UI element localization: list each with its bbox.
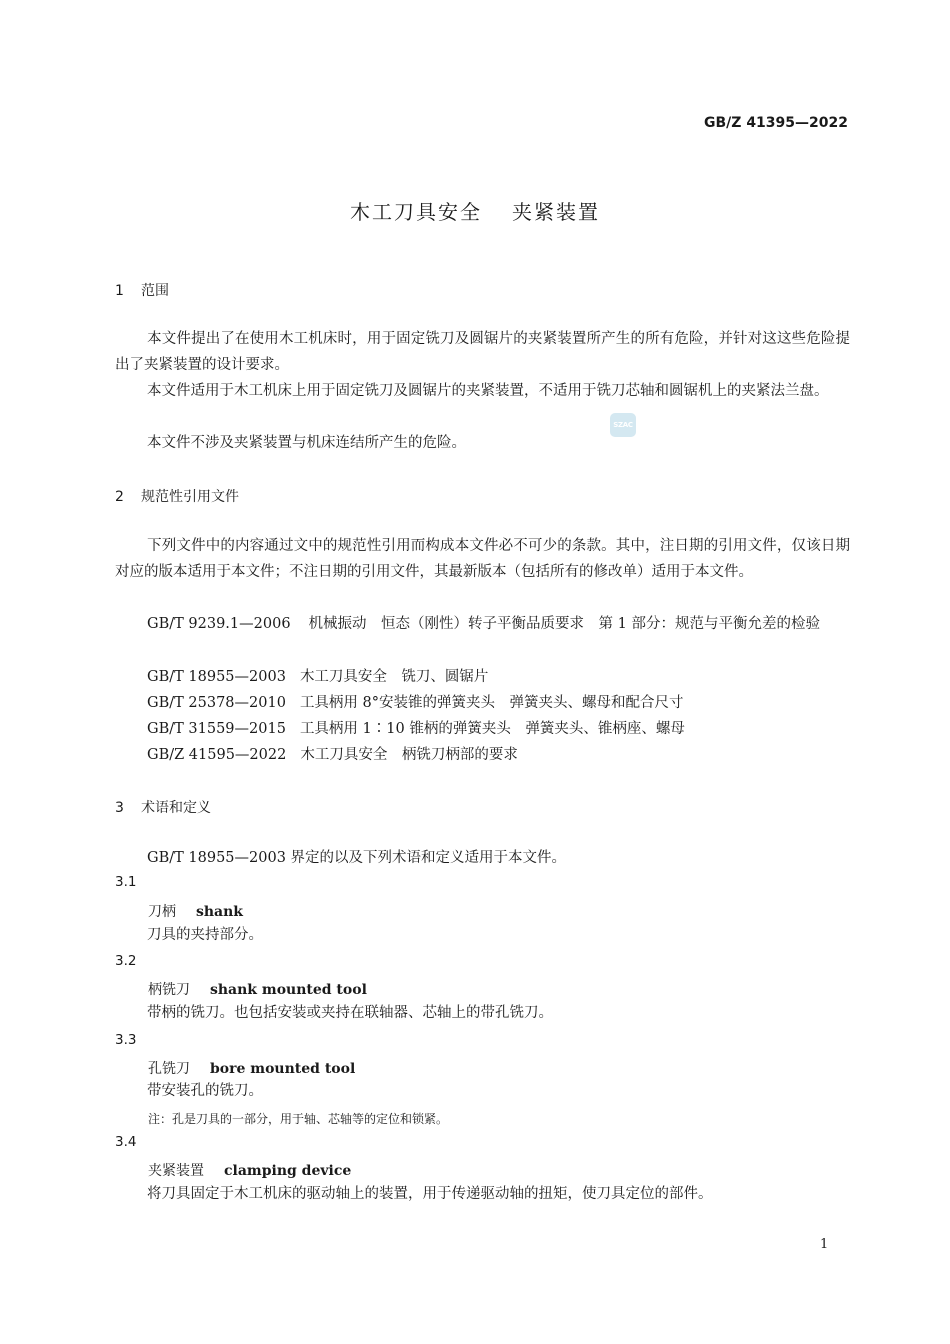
term-zh: 孔铣刀 (148, 1061, 190, 1077)
reference-item (147, 716, 685, 742)
reference-title: 木工刀具安全 铣刀、圆锯片 (299, 669, 489, 685)
reference-item (115, 611, 850, 637)
section-1-heading (115, 280, 169, 300)
term-zh: 刀柄 (148, 904, 176, 920)
paragraph: 本文件适用于木工机床上用于固定铣刀及圆锯片的夹紧装置，不适用于铣刀芯轴和圆锯机上的夹紧法兰盘。 (147, 383, 829, 399)
paragraph: 下列文件中的内容通过文中的规范性引用而构成本文件必不可少的条款。其中，注日期的引用文件，仅该日期对应的版本适用于本文件；不注日期的引用文件，其最新版本（包括所有的修改单）适用于本文件。 (115, 538, 850, 580)
section-number: 1 (115, 283, 124, 299)
term-zh: 夹紧装置 (148, 1163, 204, 1179)
term-number: 3.1 (115, 874, 137, 890)
term-entry (148, 901, 243, 921)
paragraph: GB/T 18955—2003 界定的以及下列术语和定义适用于本文件。 (147, 850, 567, 866)
term-entry (148, 1160, 351, 1180)
reference-code: GB/T 25378—2010 (147, 695, 286, 711)
term-definition: 带柄的铣刀。也包括安装或夹持在联轴器、芯轴上的带孔铣刀。 (147, 1005, 553, 1021)
term-note: 注：孔是刀具的一部分，用于轴、芯轴等的定位和锁紧。 (148, 1112, 449, 1126)
term-number: 3.2 (115, 953, 137, 969)
reference-code: GB/Z 41595—2022 (147, 747, 287, 763)
section-title: 规范性引用文件 (141, 489, 239, 505)
term-zh: 柄铣刀 (148, 982, 190, 998)
page-title (0, 196, 950, 225)
standard-number: GB/Z 41395—2022 (704, 115, 848, 131)
reference-item (147, 742, 518, 768)
term-entry (148, 979, 367, 999)
reference-title: 工具柄用 8°安装锥的弹簧夹头 弹簧夹头、螺母和配合尺寸 (299, 695, 684, 711)
watermark-logo: SZAC (610, 413, 636, 437)
section-number: 2 (115, 489, 124, 505)
section-title: 范围 (141, 283, 169, 299)
paragraph: 本文件不涉及夹紧装置与机床连结所产生的危险。 (147, 435, 466, 451)
term-definition: 将刀具固定于木工机床的驱动轴上的装置，用于传递驱动轴的扭矩，使刀具定位的部件。 (147, 1186, 713, 1202)
title-part-1: 木工刀具安全 (350, 200, 482, 224)
term-definition: 带安装孔的铣刀。 (147, 1083, 263, 1099)
reference-code: GB/T 31559—2015 (147, 721, 286, 737)
term-number: 3.3 (115, 1032, 137, 1048)
reference-item (147, 664, 488, 690)
paragraph: 本文件提出了在使用木工机床时，用于固定铣刀及圆锯片的夹紧装置所产生的所有危险，并针对这这些危险提出了夹紧装置的设计要求。 (115, 331, 850, 373)
section-number: 3 (115, 800, 124, 816)
reference-title: 木工刀具安全 柄铣刀柄部的要求 (300, 747, 518, 763)
title-part-2: 夹紧装置 (512, 200, 600, 224)
reference-code: GB/T 18955—2003 (147, 669, 286, 685)
term-en: clamping device (224, 1163, 352, 1179)
term-entry (148, 1058, 355, 1078)
term-en: shank (196, 904, 244, 920)
term-number: 3.4 (115, 1134, 137, 1150)
section-title: 术语和定义 (141, 800, 211, 816)
term-en: shank mounted tool (210, 982, 367, 998)
reference-item (147, 690, 684, 716)
reference-title: 机械振动 恒态（刚性）转子平衡品质要求 第 1 部分：规范与平衡允差的检验 (308, 616, 820, 632)
reference-title: 工具柄用 1∶10 锥柄的弹簧夹头 弹簧夹头、锥柄座、螺母 (299, 721, 685, 737)
page-number: 1 (820, 1237, 829, 1252)
section-2-heading (115, 486, 239, 506)
section-3-heading (115, 797, 211, 817)
term-definition: 刀具的夹持部分。 (147, 927, 263, 943)
reference-code: GB/T 9239.1—2006 (147, 616, 291, 632)
term-en: bore mounted tool (210, 1061, 356, 1077)
